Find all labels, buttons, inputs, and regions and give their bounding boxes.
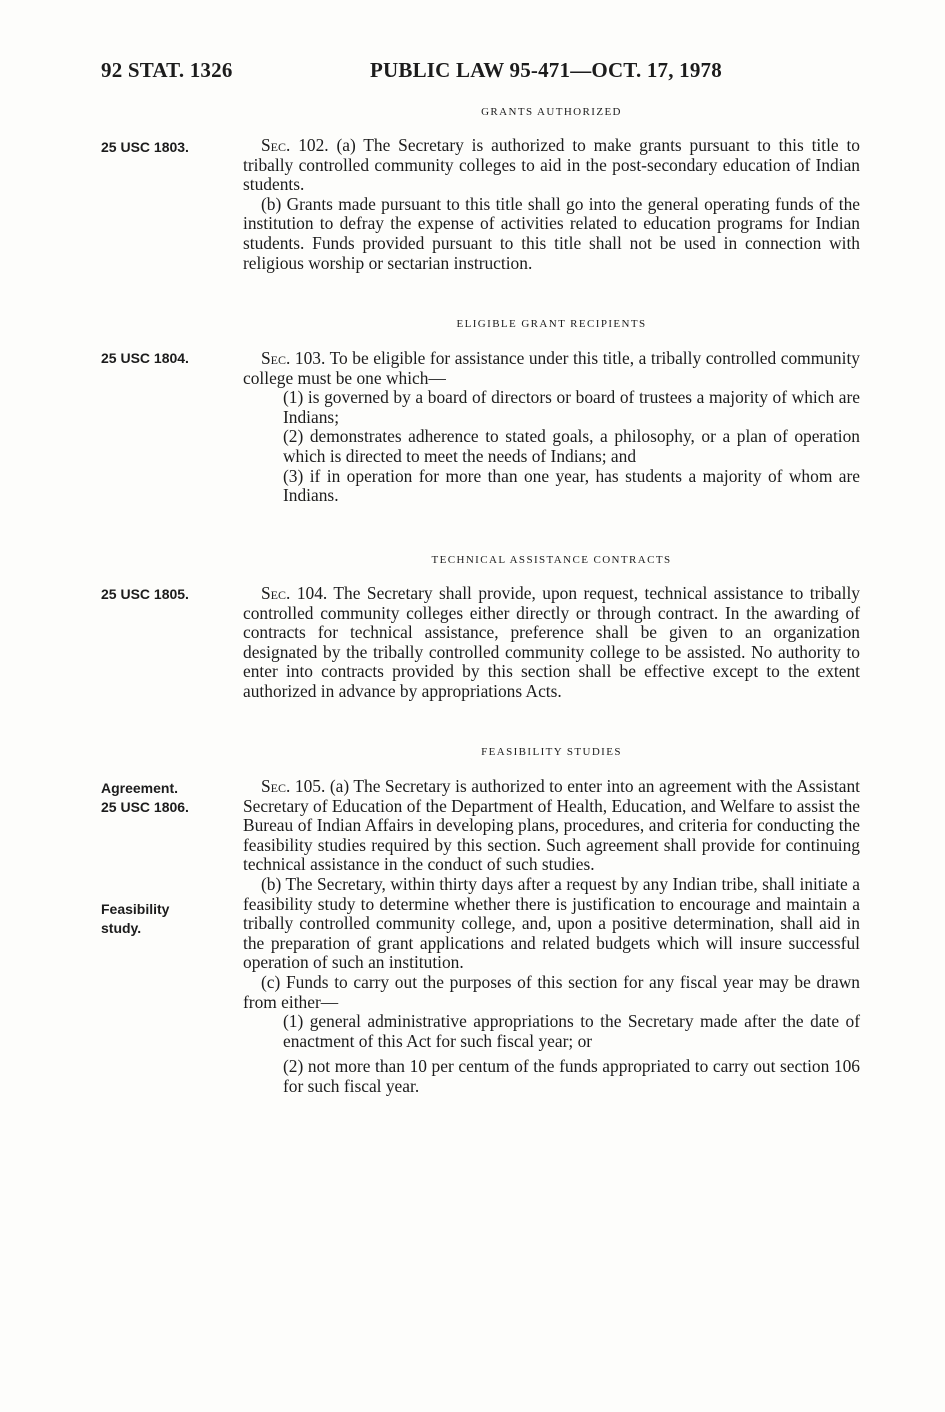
section-104-body <box>243 584 860 702</box>
section-104-paragraph <box>243 584 860 702</box>
section-label: Sec. 102. <box>261 135 329 155</box>
page-number-header: 92 STAT. 1326 <box>101 58 233 82</box>
section-103-item-1: (1) is governed by a board of directors or board of trustees a majority of which are Indians; <box>283 387 860 427</box>
section-103-body <box>243 349 860 506</box>
section-102-body <box>243 136 860 273</box>
section-102-paragraph-a <box>243 136 860 195</box>
margin-note-feasibility-line-1: Feasibility <box>101 901 170 917</box>
section-102-paragraph-b: (b) Grants made pursuant to this title shall go into the general operating funds of the institution to defray the expense of activities related to education programs for Indian students. Funds provided pursuant to this title shall not be used in connection with religious worship or sectarian instruction. <box>243 193 860 273</box>
section-heading-feasibility-studies: FEASIBILITY STUDIES <box>481 746 622 758</box>
public-law-header: PUBLIC LAW 95-471—OCT. 17, 1978 <box>370 58 722 82</box>
margin-note-feasibility-line-2: study. <box>101 920 142 936</box>
section-103-item-2: (2) demonstrates adherence to stated goals, a philosophy, or a plan of operation which is directed to meet the needs of Indians; and <box>283 426 860 466</box>
paragraph-text: (a) The Secretary is authorized to enter into an agreement with the Assistant Secretary of Education of the Department of Health, Education, and Welfare to assist the Bureau of Indian Affairs in developing plans, procedures, and criteria for conducting the feasibility studies required by this section. Such agreement shall provide for continuing technical assistance in the conduct of such studies. <box>243 776 860 875</box>
section-heading-grants-authorized: GRANTS AUTHORIZED <box>481 106 622 118</box>
margin-note-feasibility-study <box>101 900 231 938</box>
margin-note-25-usc-1804: 25 USC 1804. <box>101 350 189 366</box>
section-105-item-1: (1) general administrative appropriations to the Secretary made after the date of enactment of this Act for such fiscal year; or <box>283 1011 860 1051</box>
section-label: Sec. 104. <box>261 583 328 603</box>
section-105-paragraph-a <box>243 777 860 875</box>
margin-note-25-usc-1806: 25 USC 1806. <box>101 799 189 815</box>
margin-note-25-usc-1805: 25 USC 1805. <box>101 586 189 602</box>
section-heading-technical-assistance-contracts: TECHNICAL ASSISTANCE CONTRACTS <box>431 554 672 566</box>
margin-note-agreement-label: Agreement. <box>101 780 179 796</box>
paragraph-text: To be eligible for assistance under this title, a tribally controlled community college must be one which— <box>243 348 860 388</box>
margin-note-25-usc-1803: 25 USC 1803. <box>101 139 189 155</box>
section-105-body <box>243 777 860 1097</box>
section-105-paragraph-c: (c) Funds to carry out the purposes of this section for any fiscal year may be drawn from either— <box>243 971 860 1012</box>
section-label: Sec. 103. <box>261 348 326 368</box>
margin-note-agreement <box>101 779 231 817</box>
paragraph-text: (a) The Secretary is authorized to make grants pursuant to this title to tribally controlled community colleges to aid in the post-secondary education of Indian students. <box>243 135 860 195</box>
section-label: Sec. 105. <box>261 776 326 796</box>
section-103-item-3: (3) if in operation for more than one year, has students a majority of whom are Indians. <box>283 465 860 506</box>
section-105-item-2: (2) not more than 10 per centum of the funds appropriated to carry out section 106 for such fiscal year. <box>283 1056 860 1096</box>
paragraph-text: The Secretary shall provide, upon request, technical assistance to tribally controlled community colleges either directly or through contract. In the awarding of contracts for technical assistance, preference shall be given to an organization designated by the tribally controlled community college to be assisted. No authority to enter into contracts provided by this section shall be effective except to the extent authorized in advance by appropriations Acts. <box>243 583 860 701</box>
section-105-paragraph-b: (b) The Secretary, within thirty days after a request by any Indian tribe, shall initiate a feasibility study to determine whether there is justification to encourage and maintain a tribally controlled community college, and, upon a positive determination, shall aid in the preparation of grant applications and related budgets which will insure successful operation of such an institution. <box>243 873 860 973</box>
section-103-intro <box>243 349 860 388</box>
section-heading-eligible-grant-recipients: ELIGIBLE GRANT RECIPIENTS <box>456 318 647 330</box>
